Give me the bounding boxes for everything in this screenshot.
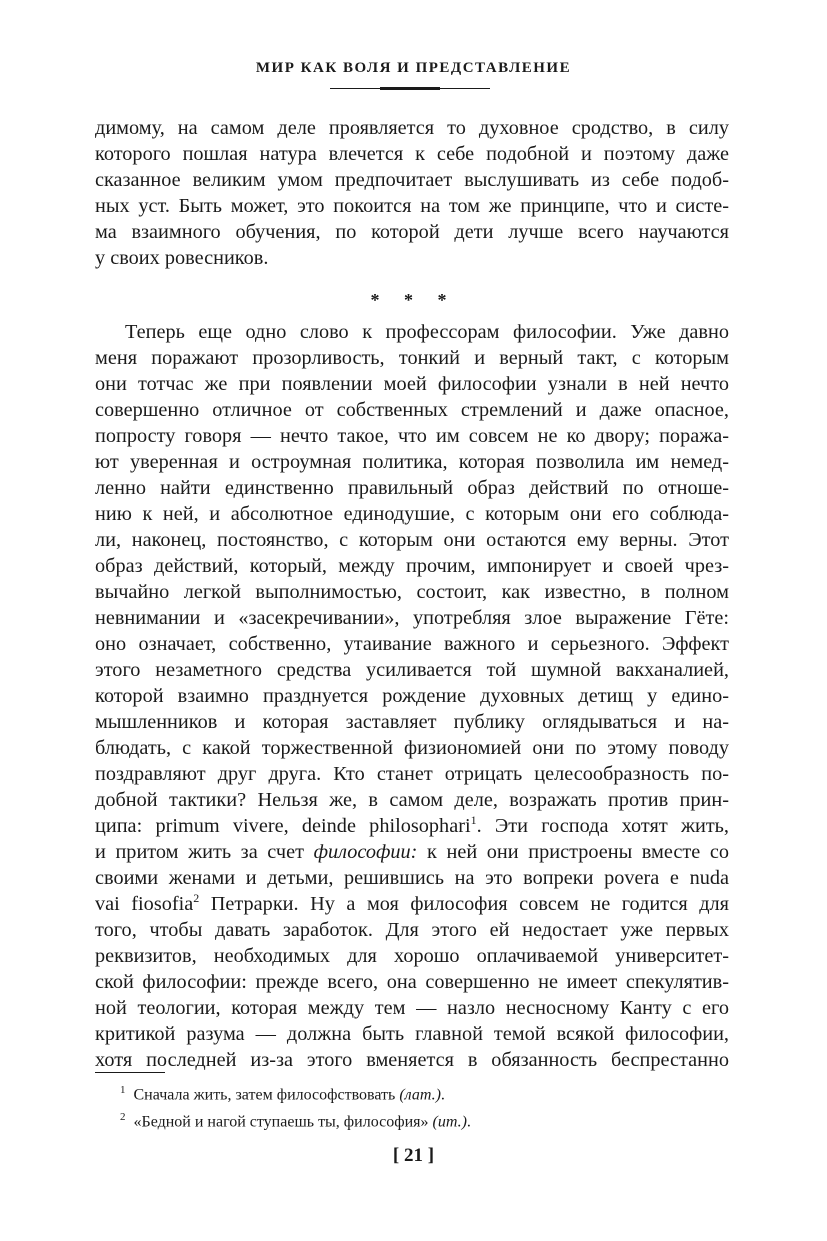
text-line: ют уверенная и остроумная политика, которая позволила им немед-	[95, 451, 729, 473]
text-line: ных уст. Быть может, это покоится на том же принципе, что и систе-	[95, 195, 729, 217]
footnote-end: .	[440, 1086, 445, 1104]
text-segment: и притом жить за счет	[95, 841, 314, 863]
text-line: образ действий, который, между прочим, импонирует и своей чрез-	[95, 555, 729, 577]
page-number: [ 21 ]	[392, 1145, 435, 1166]
text-line: добной тактики? Нельзя же, в самом деле, возражать против прин-	[95, 789, 729, 811]
text-line: критикой разума — должна быть главной темой всякой философии,	[95, 1023, 729, 1045]
footnotes	[120, 1079, 720, 1134]
text-line: мышленников и которая заставляет публику оглядываться и на-	[95, 711, 729, 733]
text-line: поздравляют друг друга. Кто станет отрицать целесообразность по-	[95, 763, 729, 785]
text-segment: Петрарки. Ну а моя философия совсем не годится для	[199, 893, 729, 915]
paragraph-continuation	[95, 115, 729, 271]
text-line: этого незаметного средства усиливается той шумной вакханалией,	[95, 659, 729, 681]
header-rule-accent	[380, 87, 440, 90]
text-line	[95, 839, 729, 865]
text-line: вычайно легкой выполнимостью, состоит, как известно, в полном	[95, 581, 729, 603]
footnote-lang: (лат.)	[399, 1086, 441, 1104]
footnote-rule	[95, 1072, 165, 1073]
footnote-2	[120, 1106, 720, 1133]
footnote-text: Сначала жить, затем философствовать	[133, 1086, 400, 1104]
text-line: нию к ней, и абсолютное единодушие, с которым они его соблюда-	[95, 503, 729, 525]
text-line: которого пошлая натура влечется к себе подобной и поэтому даже	[95, 143, 729, 165]
text-segment: к ней они пристроены вместе со	[417, 841, 729, 863]
text-line: ской философии: прежде всего, она совершенно не имеет спекулятив-	[95, 971, 729, 993]
text-line: ма взаимного обучения, по которой дети лучше всего научаются	[95, 221, 729, 243]
footnote-end: .	[466, 1113, 471, 1131]
text-line: своими женами и детьми, решившись на это вопреки povera e nuda	[95, 867, 729, 889]
text-line: сказанное великим умом предпочитает выслушивать из себе подоб-	[95, 169, 729, 191]
text-line	[95, 813, 729, 839]
text-line: они тотчас же при появлении моей философии узнали в ней нечто	[95, 373, 729, 395]
text-segment: vai fiosofia	[95, 893, 194, 915]
text-line	[95, 891, 729, 917]
text-line: димому, на самом деле проявляется то духовное сродство, в силу	[95, 117, 729, 139]
running-header: МИР КАК ВОЛЯ И ПРЕДСТАВЛЕНИЕ	[255, 60, 572, 76]
text-line: совершенно отличное от собственных стремлений и даже опасное,	[95, 399, 729, 421]
footnote-ref-2[interactable]: 2	[193, 891, 200, 906]
text-line: невнимании и «засекречивании», употребляя злое выражение Гёте:	[95, 607, 729, 629]
text-line: меня поражают прозорливость, тонкий и верный такт, с которым	[95, 347, 729, 369]
text-line: у своих ровесников.	[95, 247, 269, 269]
text-line: реквизитов, необходимых для хорошо оплачиваемой университет-	[95, 945, 729, 967]
text-line: попросту говоря — нечто такое, что им совсем не ко двору; поража-	[95, 425, 729, 447]
section-separator: * * *	[370, 290, 457, 310]
text-segment: ципа: primum vivere, deinde philosophari	[95, 815, 471, 837]
footnote-1	[120, 1079, 720, 1106]
text-line: ли, наконец, постоянство, с которым они остаются ему верны. Этот	[95, 529, 729, 551]
italic-term: философии:	[313, 841, 418, 863]
footnote-text: «Бедной и нагой ступаешь ты, философия»	[133, 1113, 433, 1131]
footnote-number: 2	[120, 1111, 126, 1124]
text-line: которой взаимно празднуется рождение духовных детищ у едино-	[95, 685, 729, 707]
footnote-number: 1	[120, 1084, 126, 1096]
text-line: блюдать, с какой торжественной физиономией они по этому поводу	[95, 737, 729, 759]
text-line: оно означает, собственно, утаивание важного и серьезного. Эффект	[95, 633, 729, 655]
text-line: ленно найти единственно правильный образ действий по отноше-	[95, 477, 729, 499]
text-segment: . Эти господа хотят жить,	[476, 815, 729, 837]
text-line: хотя последней из-за этого вменяется в обязанность беспрестанно	[95, 1049, 729, 1071]
text-line: Теперь еще одно слово к профессорам философии. Уже давно	[125, 321, 729, 343]
footnote-ref-1[interactable]: 1	[470, 813, 477, 828]
text-line: ной теологии, которая между тем — назло несносному Канту с его	[95, 997, 729, 1019]
footnote-lang: (ит.)	[432, 1113, 467, 1131]
paragraph-main	[95, 319, 729, 1073]
text-line: того, чтобы давать заработок. Для этого ей недостает уже первых	[95, 919, 729, 941]
